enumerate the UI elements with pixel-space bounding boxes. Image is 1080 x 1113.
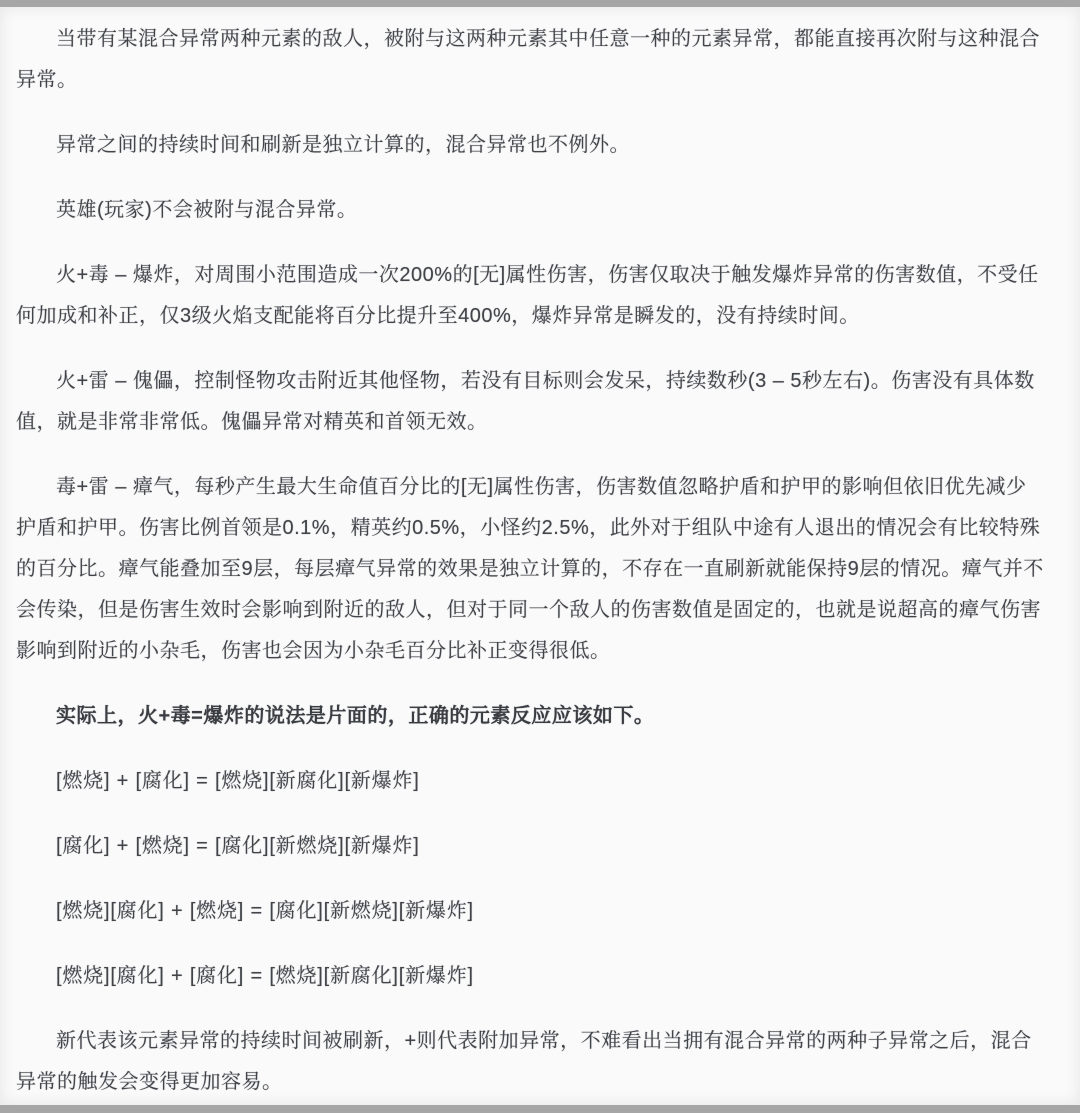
para-fire-poison-explosion: 火+毒 – 爆炸，对周围小范围造成一次200%的[无]属性伤害，伤害仅取决于触发爆炸异常的伤害数值，不受任何加成和补正，仅3级火焰支配能将百分比提升至400%，爆炸异常是瞬发的，没有持续时间。	[16, 264, 1039, 327]
document-page	[0, 7, 1080, 1105]
formula-burn-plus-corrode: [燃烧] + [腐化] = [燃烧][新腐化][新爆炸]	[56, 770, 420, 792]
para-hero-immunity: 英雄(玩家)不会被附与混合异常。	[56, 199, 358, 221]
para-mixed-anomaly-reapply: 当带有某混合异常两种元素的敌人，被附与这两种元素其中任意一种的元素异常，都能直接再次附与这种混合异常。	[16, 28, 1040, 91]
para-correct-reaction-heading: 实际上，火+毒=爆炸的说法是片面的，正确的元素反应应该如下。	[56, 705, 655, 727]
para-independent-timers: 异常之间的持续时间和刷新是独立计算的，混合异常也不例外。	[56, 134, 630, 156]
formula-burncorrode-plus-burn: [燃烧][腐化] + [燃烧] = [腐化][新燃烧][新爆炸]	[56, 900, 474, 922]
formula-burncorrode-plus-corrode: [燃烧][腐化] + [腐化] = [燃烧][新腐化][新爆炸]	[56, 965, 474, 987]
formula-corrode-plus-burn: [腐化] + [燃烧] = [腐化][新燃烧][新爆炸]	[56, 835, 420, 857]
para-poison-lightning-miasma: 毒+雷 – 瘴气，每秒产生最大生命值百分比的[无]属性伤害，伤害数值忽略护盾和护甲的影响但依旧优先减少护盾和护甲。伤害比例首领是0.1%，精英约0.5%，小怪约2.5%，此外对于组队中途有人退出的情况会有比较特殊的百分比。瘴气能叠加至9层，每层瘴气异常的效果是独立计算的，不存在一直刷新就能保持9层的情况。瘴气并不会传染，但是伤害生效时会影响到附近的敌人，但对于同一个敌人的伤害数值是固定的，也就是说超高的瘴气伤害影响到附近的小杂毛，伤害也会因为小杂毛百分比补正变得很低。	[16, 476, 1044, 662]
para-fire-lightning-puppet: 火+雷 – 傀儡，控制怪物攻击附近其他怪物，若没有目标则会发呆，持续数秒(3 – 5秒左右)。伤害没有具体数值，就是非常非常低。傀儡异常对精英和首领无效。	[16, 370, 1035, 433]
para-conclusion: 新代表该元素异常的持续时间被刷新，+则代表附加异常，不难看出当拥有混合异常的两种子异常之后，混合异常的触发会变得更加容易。	[16, 1030, 1032, 1093]
article-body	[0, 7, 1046, 1103]
